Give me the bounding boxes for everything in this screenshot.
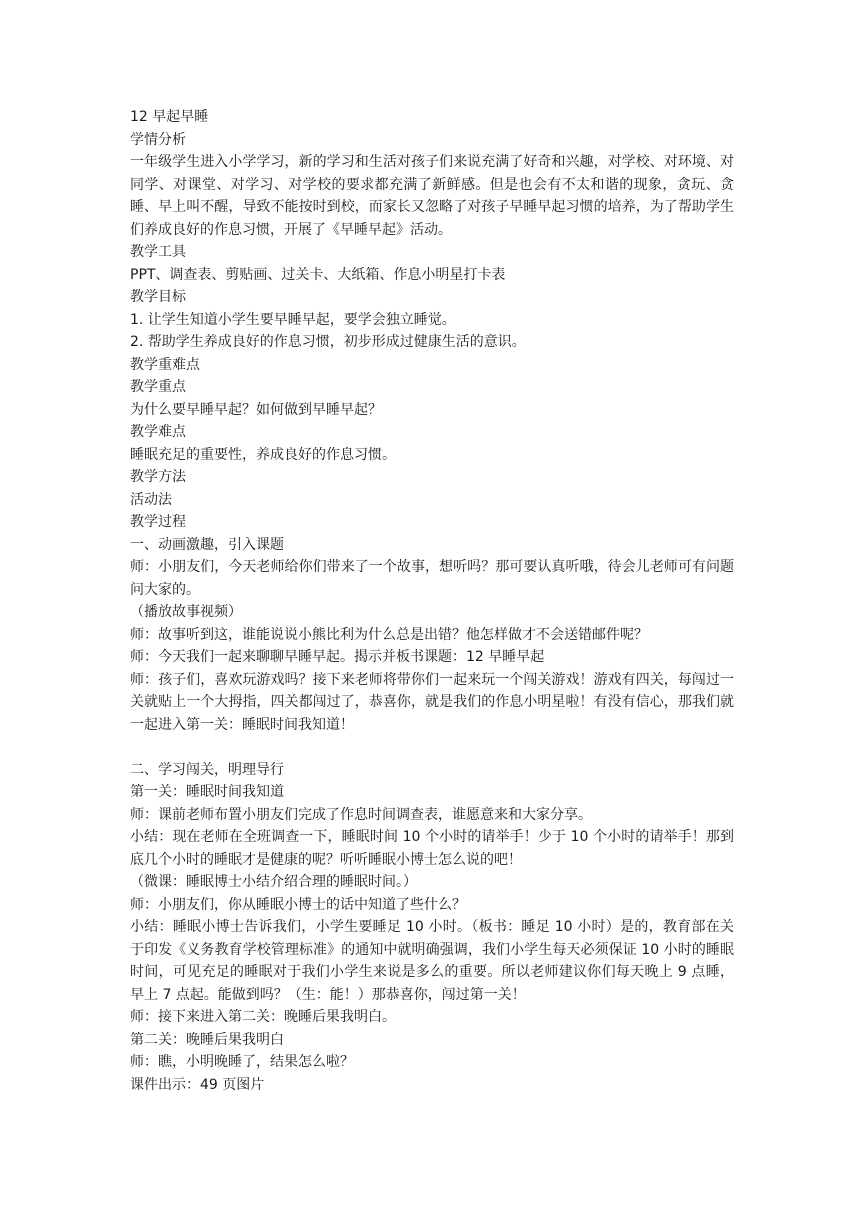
text-line: 教学过程: [130, 514, 186, 530]
text-line: 1. 让学生知道小学生要早睡早起，要学会独立睡觉。: [130, 311, 456, 328]
text-line: 师：瞧，小明晚睡了，结果怎么啦？: [130, 1054, 354, 1070]
text-line: 小结：睡眠小博士告诉我们，小学生要睡足 10 小时。（板书：睡足 10 小时）是的，教育部在关于印发《义务教育学校管理标准》的通知中就明确强调，我们小学生每天必须保证 10 小时的睡眠时间，可见充足的睡眠对于我们小学生来说是多么的重要。所以老师建议你们每天晚上 9 点睡，早上 7 点起。能做到吗？（生：能！）那恭喜你，闯过第一关！: [130, 919, 734, 1003]
text-line: （播放故事视频）: [130, 604, 242, 620]
text-line: 教学难点: [130, 424, 186, 440]
text-line: 第二关：晚睡后果我明白: [130, 1031, 284, 1048]
text-line: 第一关：睡眠时间我知道: [130, 784, 284, 800]
text-line: 师：故事听到这，谁能说说小熊比利为什么总是出错？他怎样做才不会送错邮件呢？: [130, 626, 648, 643]
text-line: （微课：睡眠博士小结介绍合理的睡眠时间。）: [130, 874, 417, 890]
text-line: 师：小朋友们，今天老师给你们带来了一个故事，想听吗？那可要认真听哦，待会儿老师可有问题问大家的。: [130, 559, 734, 598]
text-line: 师：孩子们，喜欢玩游戏吗？接下来老师将带你们一起来玩一个闯关游戏！游戏有四关，每闯过一关就贴上一个大拇指，四关都闯过了，恭喜你，就是我们的作息小明星啦！有没有信心，那我们就一起进入第一关：睡眠时间我知道！: [130, 671, 734, 733]
text-line: 一、动画激趣，引入课题: [130, 536, 284, 553]
document-page: [130, 106, 734, 1096]
text-line: 2. 帮助学生养成良好的作息习惯，初步形成过健康生活的意识。: [130, 334, 526, 350]
text-line: 睡眠充足的重要性，养成良好的作息习惯。: [130, 446, 396, 463]
text-line: 学情分析: [130, 131, 186, 148]
text-line: 师：今天我们一起来聊聊早睡早起。揭示并板书课题：12 早睡早起: [130, 649, 545, 665]
text-line: 教学目标: [130, 289, 186, 305]
text-line: 教学重难点: [130, 356, 200, 373]
text-line: 教学方法: [130, 469, 186, 485]
text-line: 二、学习闯关，明理导行: [130, 761, 284, 778]
text-line: 为什么要早睡早起？如何做到早睡早起？: [130, 401, 382, 418]
text-line: 教学工具: [130, 244, 186, 260]
text-line: 活动法: [130, 491, 172, 508]
text-line: 师：接下来进入第二关：晚睡后果我明白。: [130, 1009, 396, 1025]
text-line: 12 早起早睡: [130, 109, 209, 125]
text-line: 师：课前老师布置小朋友们完成了作息时间调查表，谁愿意来和大家分享。: [130, 806, 592, 823]
text-line: 师：小朋友们，你从睡眠小博士的话中知道了些什么？: [130, 896, 466, 913]
text-line: PPT、调查表、剪贴画、过关卡、大纸箱、作息小明星打卡表: [130, 266, 506, 283]
text-line: 课件出示：49 页图片: [130, 1076, 265, 1093]
text-line: 教学重点: [130, 379, 186, 395]
text-line: 小结：现在老师在全班调查一下，睡眠时间 10 个小时的请举手！少于 10 个小时的请举手！那到底几个小时的睡眠才是健康的呢？听听睡眠小博士怎么说的吧！: [130, 829, 734, 868]
text-line: [130, 736, 734, 759]
text-line: 一年级学生进入小学学习，新的学习和生活对孩子们来说充满了好奇和兴趣，对学校、对环境、对同学、对课堂、对学习、对学校的要求都充满了新鲜感。但是也会有不太和谐的现象，贪玩、贪睡、早上叫不醒，导致不能按时到校，而家长又忽略了对孩子早睡早起习惯的培养，为了帮助学生们养成良好的作息习惯，开展了《早睡早起》活动。: [130, 154, 734, 238]
